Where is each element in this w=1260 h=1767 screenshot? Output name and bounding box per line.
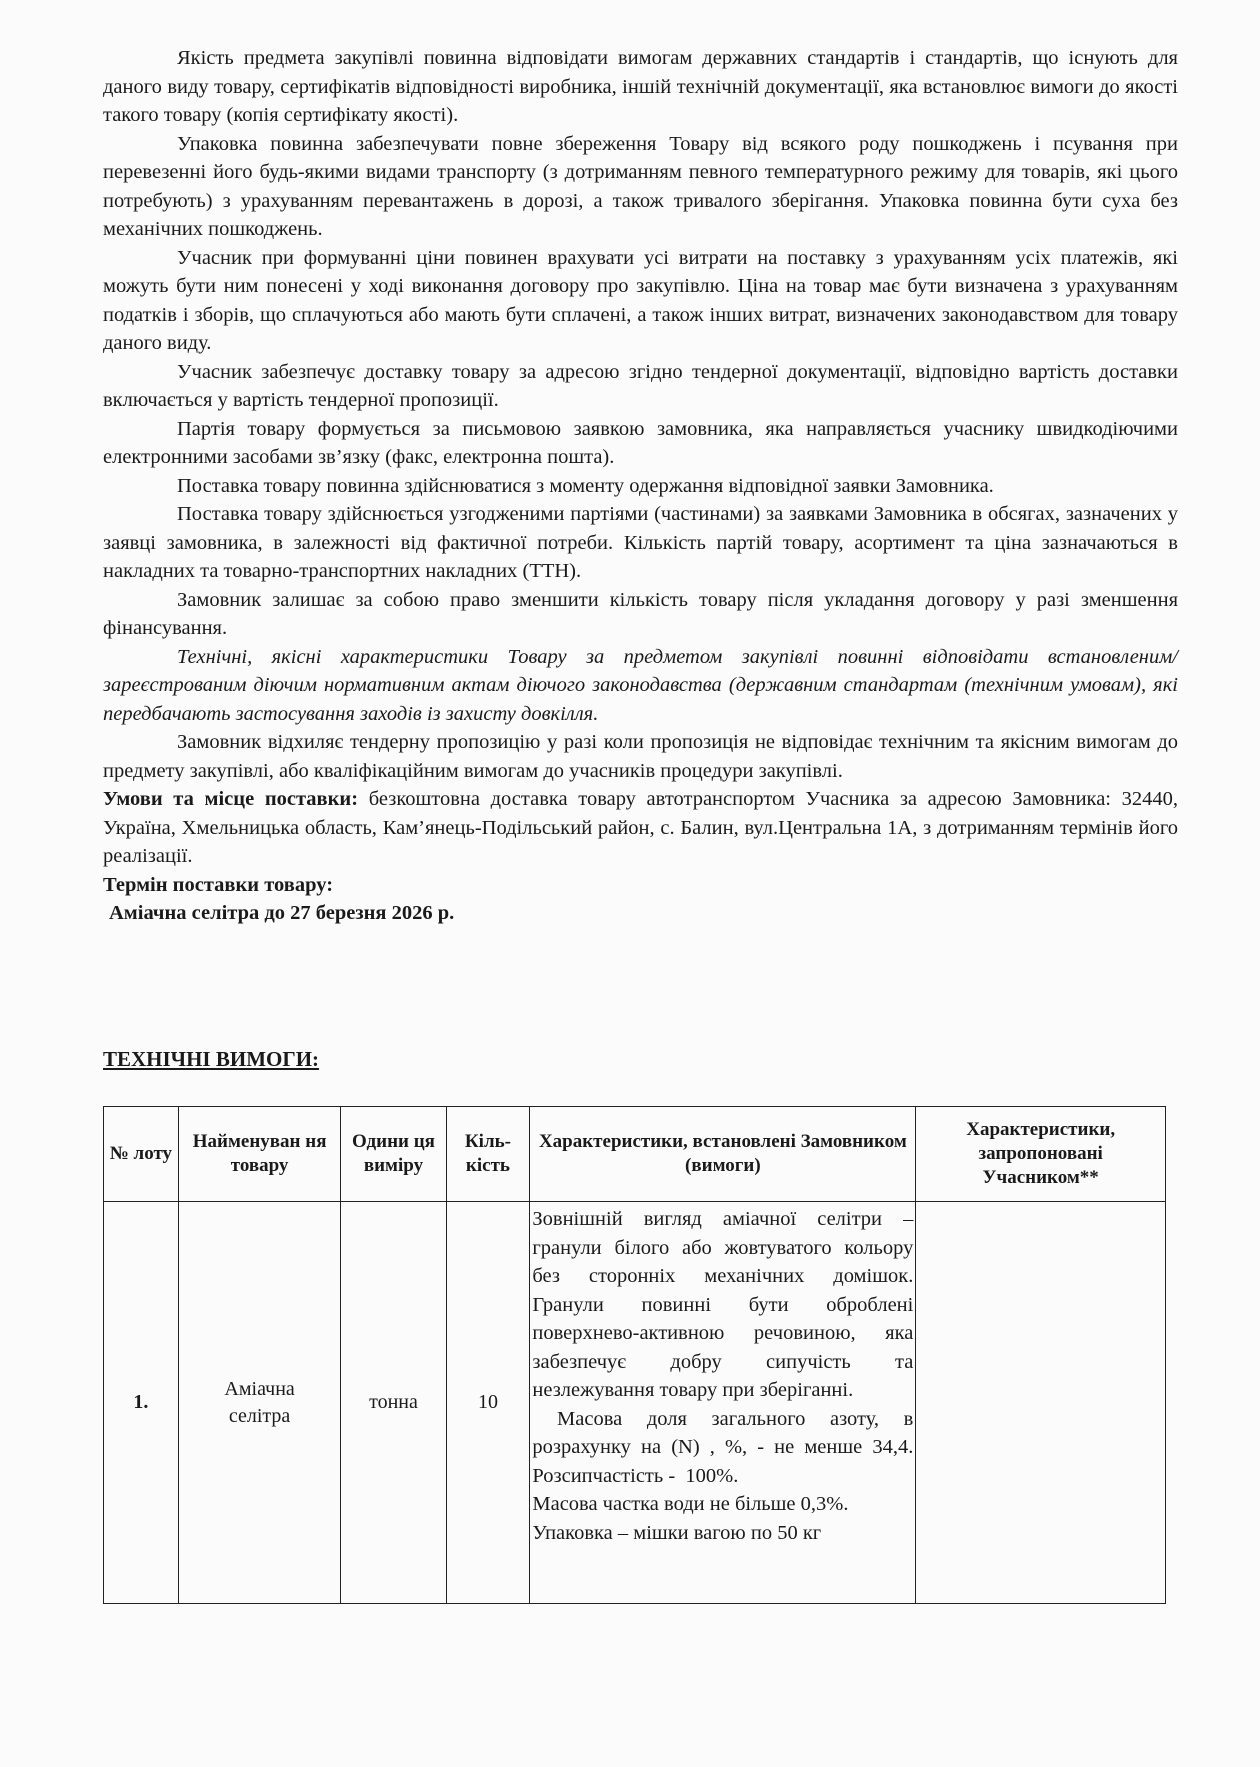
delivery-conditions-label: Умови та місце поставки: <box>103 788 359 810</box>
header-lot-number: № лоту <box>104 1107 179 1202</box>
technical-requirements-table <box>103 1106 1166 1604</box>
cell-unit: тонна <box>341 1202 446 1604</box>
requirement-appearance: Зовнішній вигляд аміачної селітри – гранули білого або жовтуватого кольору без сторонніх механічних домішок. Гранули повинні бути оброблені поверхнево-активною речовиною, яка забезпечує добру сипучість та незлежування товару при зберіганні. <box>532 1208 914 1401</box>
paragraph-quality: Якість предмета закупівлі повинна відповідати вимогам державних стандартів і стандартів, що існують для даного виду товару, сертифікатів відповідності виробника, іншій технічній документації, яка встановлює вимоги до якості такого товару (копія сертифікату якості). <box>103 47 1178 126</box>
paragraph-packaging: Упаковка повинна забезпечувати повне збереження Товару від всякого роду пошкоджень і псування при перевезенні його будь-якими видами транспорту (з дотриманням певного температурного режиму для товарів, які цього потребують) з урахуванням перевантажень в дорозі, а також тривалого зберігання. Упаковка повинна бути суха без механічних пошкоджень. <box>103 132 1178 240</box>
header-unit: Одини ця виміру <box>341 1107 446 1202</box>
table-header-row <box>104 1107 1166 1202</box>
paragraph-delivery-address: Учасник забезпечує доставку товару за адресою згідно тендерної документації, відповідно вартість доставки включається у вартість тендерної пропозиції. <box>103 360 1178 411</box>
paragraph-reduce-quantity: Замовник залишає за собою право зменшити кількість товару після укладання договору у разі зменшення фінансування. <box>103 588 1178 639</box>
paragraph-batches: Поставка товару здійснюється узгодженими партіями (частинами) за заявками Замовника в обсягах, зазначених у заявці замовника, в залежності від фактичної потреби. Кількість партій товару, асортимент та ціна зазначаються в накладних та товарно-транспортних накладних (ТТН). <box>103 503 1178 582</box>
paragraph-delivery-start: Поставка товару повинна здійснюватися з моменту одержання відповідної заявки Замовника. <box>177 474 994 497</box>
requirement-water: Масова частка води не більше 0,3%. <box>532 1493 849 1515</box>
paragraph-batch-order: Партія товару формується за письмовою заявкою замовника, яка направляється учаснику швидкодіючими електронними засобами зв’язку (факс, електронна пошта). <box>103 417 1178 468</box>
table-row <box>104 1202 1166 1604</box>
delivery-conditions-text: безкоштовна доставка товару автотранспортом Учасника за адресою Замовника: 32440, Україна, Хмельницька область, Кам’янець-Подільський район, с. Балин, вул.Центральна 1А, з дотриманням термінів його реалізації. <box>103 788 1178 867</box>
header-participant-offer: Характеристики, запропоновані Учасником** <box>916 1107 1166 1202</box>
requirement-nitrogen: Масова доля загального азоту, в розрахунку на (N) , %, - не менше 34,4. Розсипчастість - 100%. <box>532 1407 919 1487</box>
header-quantity: Кіль-кість <box>446 1107 530 1202</box>
cell-lot-number: 1. <box>104 1202 179 1604</box>
header-customer-requirements: Характеристики, встановлені Замовником (вимоги) <box>530 1107 916 1202</box>
technical-requirements-heading: ТЕХНІЧНІ ВИМОГИ: <box>103 1047 320 1071</box>
paragraph-rejection: Замовник відхиляє тендерну пропозицію у разі коли пропозиція не відповідає технічним та якісним вимогам до предмету закупівлі, або кваліфікаційним вимогам до учасників процедури закупівлі. <box>103 731 1178 782</box>
delivery-term-label: Термін поставки товару: <box>103 873 334 896</box>
cell-product-name: Аміачна селітра <box>178 1202 341 1604</box>
cell-participant-offer <box>916 1202 1166 1604</box>
requirement-packaging: Упаковка – мішки вагою по 50 кг <box>532 1521 822 1544</box>
cell-quantity: 10 <box>446 1202 530 1604</box>
delivery-conditions <box>103 785 1178 871</box>
cell-customer-requirements <box>530 1202 919 1604</box>
paragraph-environment: Технічні, якісні характеристики Товару за предметом закупівлі повинні відповідати встановленим/зареєстрованим діючим нормативним актам діючого законодавства (державним стандартам (технічним умовам), які передбачають застосування заходів із захисту довкілля. <box>103 645 1178 725</box>
header-product-name: Найменуван ня товару <box>178 1107 341 1202</box>
paragraph-pricing: Учасник при формуванні ціни повинен врахувати усі витрати на поставку з урахуванням усіх платежів, які можуть бути ним понесені у ході виконання договору про закупівлю. Ціна на товар має бути визначена з урахуванням податків і зборів, що сплачуються або мають бути сплачені, а також інших витрат, визначених законодавством для товару даного виду. <box>103 246 1178 354</box>
delivery-term-value: Аміачна селітра до 27 березня 2026 р. <box>109 902 455 924</box>
document-body <box>103 44 1178 928</box>
